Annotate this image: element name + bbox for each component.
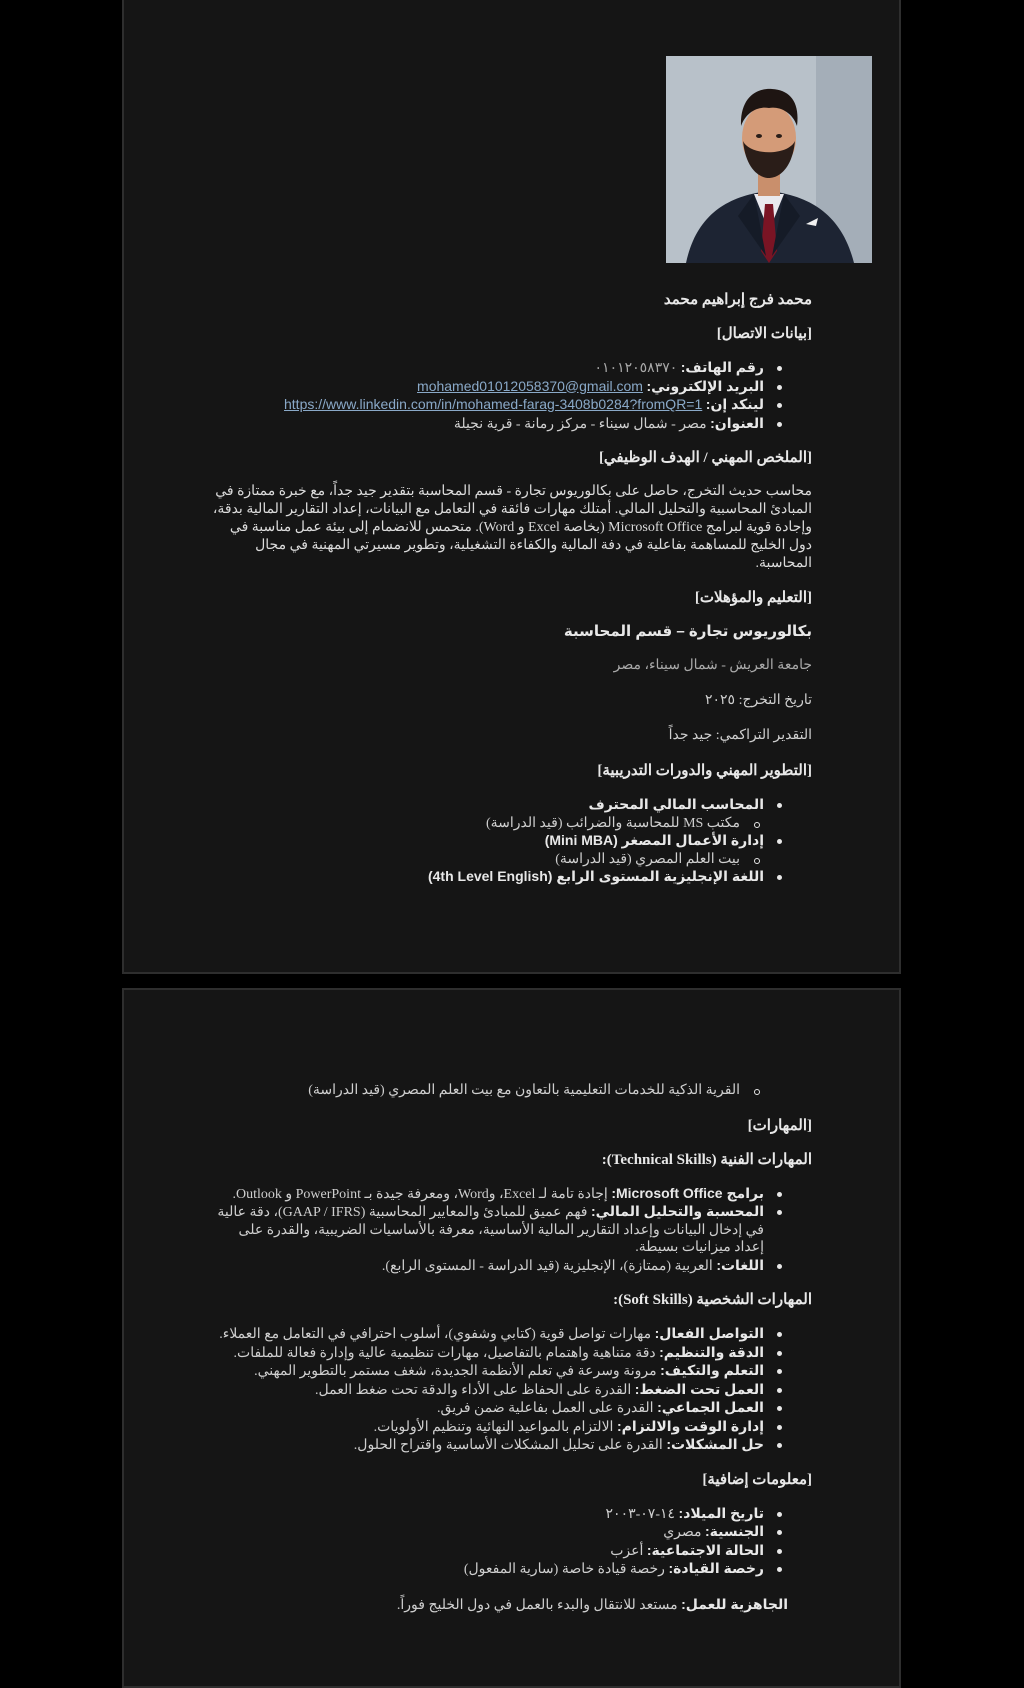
soft-skill-item (210, 1344, 764, 1363)
readiness-text: مستعد للانتقال والبدء بالعمل في دول الخليج فوراً. (396, 1597, 678, 1613)
university-name: جامعة العريش - شمال سيناء، مصر (613, 658, 812, 673)
soft-skill-label: الدقة والتنظيم: (659, 1343, 764, 1360)
skill-label: برامج Microsoft Office: (611, 1184, 764, 1201)
info-value: ١٤-٠٧-٢٠٠٣ (605, 1506, 676, 1522)
info-value: أعزب (610, 1543, 644, 1559)
contact-heading: [بيانات الاتصال] (716, 326, 812, 342)
training-item (210, 796, 764, 832)
linkedin-label: لينكد إن: (705, 396, 764, 412)
soft-skill-text: القدرة على الحفاظ على الأداء والدقة تحت ضغط العمل. (315, 1382, 632, 1398)
info-item (210, 1505, 764, 1524)
skill-text: فهم عميق للمبادئ والمعايير المحاسبية (GAAP / IFRS)، دقة عالية في إدخال البيانات وإعداد التقارير المالية الأساسية، معرفة بالأساسيات الضريبية، والقدرة على إعداد ميزانيات بسيطة. (217, 1205, 764, 1255)
technical-skills-heading: المهارات الفنية (Technical Skills): (601, 1151, 812, 1168)
info-label: رخصة القيادة: (668, 1560, 764, 1576)
skills-heading: [المهارات] (747, 1117, 812, 1134)
training-title: اللغة الإنجليزية المستوى الرابع (4th Level English) (427, 868, 764, 884)
soft-skill-item (210, 1418, 764, 1437)
training-sub-list (210, 851, 764, 869)
soft-skill-label: التعلم والتكيف: (660, 1362, 764, 1378)
training-heading: [التطوير المهني والدورات التدريبية] (597, 763, 812, 779)
contact-phone (210, 359, 764, 378)
training-item (210, 868, 764, 887)
info-value: مصري (663, 1525, 702, 1540)
training-title: إدارة الأعمال المصغر (Mini MBA) (544, 832, 764, 848)
contact-address (210, 415, 764, 434)
readiness-label: الجاهزية للعمل: (681, 1595, 788, 1612)
skill-label: المحسبة والتحليل المالي: (590, 1203, 764, 1219)
additional-info-heading: [معلومات إضافية] (702, 1471, 812, 1488)
training-item (210, 832, 764, 868)
additional-info-list (210, 1505, 812, 1579)
email-label: البريد الإلكتروني: (646, 377, 764, 394)
skill-text: العربية (ممتازة)، الإنجليزية (قيد الدراسة - المستوى الرابع). (381, 1258, 713, 1274)
training-provider: مكتب MS للمحاسبة والضرائب (قيد الدراسة) (210, 815, 740, 833)
graduation-date: تاريخ التخرج: ٢٠٢٥ (704, 693, 812, 708)
contact-email (210, 378, 764, 397)
page-1-content (210, 291, 812, 903)
skill-item (210, 1257, 764, 1276)
soft-skill-label: العمل تحت الضغط: (634, 1380, 764, 1397)
soft-skill-label: العمل الجماعي: (657, 1399, 764, 1415)
info-item (210, 1542, 764, 1561)
soft-skill-text: دقة متناهية واهتمام بالتفاصيل، مهارات تنظيمية عالية وإدارة فعالة للملفات. (233, 1345, 656, 1361)
soft-skill-item (210, 1381, 764, 1400)
contact-list (210, 359, 812, 433)
contact-linkedin (210, 396, 764, 415)
soft-skill-text: القدرة على العمل بفاعلية ضمن فريق. (437, 1401, 654, 1416)
soft-skill-text: مرونة وسرعة في تعلم الأنظمة الجديدة، شغف مستمر بالتطوير المهني. (254, 1364, 657, 1379)
soft-skill-item (210, 1399, 764, 1418)
candidate-name: محمد فرج إبراهيم محمد (663, 292, 812, 308)
degree-title: بكالوريوس تجارة – قسم المحاسبة (563, 623, 812, 640)
training-list (210, 796, 812, 887)
work-readiness (210, 1595, 788, 1615)
soft-skill-item (210, 1436, 764, 1455)
document-page-1 (122, 0, 901, 974)
document-page-2 (122, 988, 901, 1688)
soft-skills-list (210, 1325, 812, 1455)
address-value: مصر - شمال سيناء - مركز رمانة - قرية نجيلة (453, 416, 707, 432)
summary-text: محاسب حديث التخرج، حاصل على بكالوريوس تجارة - قسم المحاسبة بتقدير جيد جداً، مع خبرة ممتازة في المبادئ المحاسبية والتحليل المالي. أمتلك مهارات فائقة في التعامل مع البيانات، إعداد التقارير المالية بدقة، وإجادة قوية لبرامج Microsoft Office (بخاصة Excel و Word). متحمس للانضمام إلى بيئة عمل مناسبة في دول الخليج للمساهمة بفاعلية في دفة المالية والكفاءة التشغيلية، وتطوير مسيرتي المهنية في مجال المحاسبة. (212, 484, 812, 571)
linkedin-link[interactable]: https://www.linkedin.com/in/mohamed-farag-3408b0284?fromQR=1 (284, 396, 703, 412)
skill-text: إجادة تامة لـ Excel، وWord، ومعرفة جيدة بـ PowerPoint و Outlook. (232, 1186, 608, 1202)
page-2-content (210, 1082, 812, 1615)
phone-value: ٠١٠١٢٠٥٨٣٧٠ (594, 361, 678, 376)
training-provider: بيت العلم المصري (قيد الدراسة) (210, 851, 740, 869)
soft-skill-text: الالتزام بالمواعيد النهائية وتنظيم الأولويات. (373, 1419, 614, 1435)
training-continued-list (210, 1082, 812, 1100)
training-sub-list (210, 815, 764, 833)
skill-item (210, 1185, 764, 1204)
address-label: العنوان: (710, 414, 764, 431)
profile-photo (666, 56, 872, 263)
summary-heading: [الملخص المهني / الهدف الوظيفي] (598, 450, 812, 466)
education-heading: [التعليم والمؤهلات] (694, 590, 812, 606)
phone-label: رقم الهاتف: (680, 359, 764, 375)
info-item (210, 1560, 764, 1579)
soft-skill-label: إدارة الوقت والالتزام: (616, 1417, 764, 1434)
skill-item (210, 1203, 764, 1257)
technical-skills-list (210, 1185, 812, 1276)
soft-skill-text: القدرة على تحليل المشكلات الأساسية واقتراح الحلول. (353, 1438, 663, 1453)
info-label: تاريخ الميلاد: (678, 1504, 764, 1521)
skill-label: اللغات: (716, 1256, 764, 1273)
soft-skill-item (210, 1362, 764, 1381)
training-provider: القرية الذكية للخدمات التعليمية بالتعاون مع بيت العلم المصري (قيد الدراسة) (210, 1082, 740, 1100)
soft-skills-heading: المهارات الشخصية (Soft Skills): (613, 1292, 812, 1308)
info-label: الحالة الاجتماعية: (646, 1541, 764, 1558)
soft-skill-label: التواصل الفعال: (654, 1325, 764, 1341)
info-value: رخصة قيادة خاصة (سارية المفعول) (463, 1562, 665, 1577)
training-title: المحاسب المالي المحترف (588, 796, 764, 812)
cumulative-grade: التقدير التراكمي: جيد جداً (668, 728, 812, 743)
soft-skill-label: حل المشكلات: (666, 1436, 764, 1452)
info-label: الجنسية: (705, 1523, 764, 1539)
profile-photo-illustration (666, 56, 872, 263)
soft-skill-item (210, 1325, 764, 1344)
soft-skill-text: مهارات تواصل قوية (كتابي وشفوي)، أسلوب احترافي في التعامل مع العملاء. (219, 1327, 652, 1342)
info-item (210, 1523, 764, 1542)
email-link[interactable]: mohamed01012058370@gmail.com (417, 377, 643, 394)
